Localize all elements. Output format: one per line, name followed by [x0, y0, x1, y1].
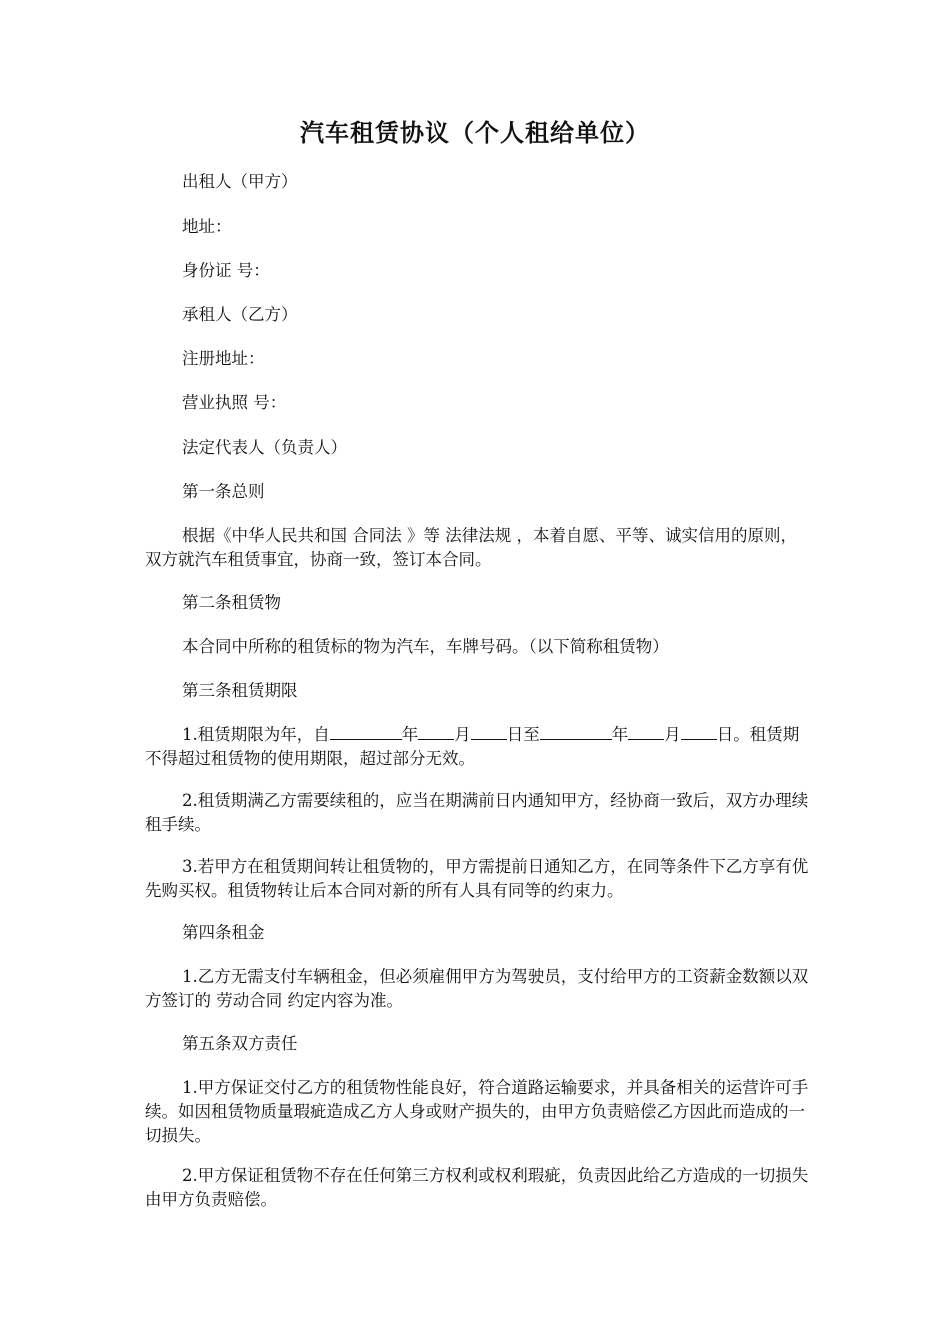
- clause-text: 日。租赁期不得超过租赁物的使用期限，超过部分无效。: [145, 725, 800, 768]
- clause-text: 月: [664, 725, 681, 744]
- article-4-clause-1: 1.乙方无需支付车辆租金，但必须雇佣甲方为驾驶员，支付给甲方的工资薪金数额以双方签订的 劳动合同 约定内容为准。: [145, 967, 809, 1010]
- clause-text: 年: [401, 725, 419, 744]
- clause-text: 日至: [506, 725, 540, 744]
- clause-text: 1.租赁期限为年，自: [182, 725, 330, 744]
- article-3-clause-2: 2.租赁期满乙方需要续租的，应当在期满前日内通知甲方，经协商一致后，双方办理续租手续。: [145, 791, 809, 834]
- clause-text: 月: [454, 725, 471, 744]
- article-4-heading: 第四条租金: [182, 923, 265, 942]
- article-5-clause-1: 1.甲方保证交付乙方的租赁物性能良好，符合道路运输要求，并具备相关的运营许可手续。如因租赁物质量瑕疵造成乙方人身或财产损失的，由甲方负责赔偿乙方因此而造成的一切损失。: [145, 1078, 809, 1145]
- blank-line: [628, 723, 664, 740]
- blank-line: [418, 723, 454, 740]
- article-3-clause-1: [145, 723, 810, 771]
- lessee-address: 注册地址：: [182, 349, 265, 368]
- article-5-clause-2: 2.甲方保证租赁物不存在任何第三方权利或权利瑕疵，负责因此给乙方造成的一切损失由甲方负责赔偿。: [145, 1166, 809, 1209]
- article-3-heading: 第三条租赁期限: [182, 681, 298, 700]
- lessee-license-number: 营业执照 号：: [182, 393, 287, 412]
- article-1-heading: 第一条总则: [182, 482, 265, 501]
- article-3-clause-3: 3.若甲方在租赁期间转让租赁物的，甲方需提前日通知乙方，在同等条件下乙方享有优先购买权。租赁物转让后本合同对新的所有人具有同等的约束力。: [145, 857, 809, 900]
- blank-line: [681, 723, 717, 740]
- lessor-address: 地址：: [182, 217, 232, 236]
- blank-line: [471, 723, 507, 740]
- lessor-id-number: 身份证 号：: [182, 261, 270, 280]
- blank-line: [330, 723, 402, 740]
- blank-line: [540, 723, 612, 740]
- article-1-text: 根据《中华人民共和国 合同法 》等 法律法规 ，本着自愿、平等、诚实信用的原则，双方就汽车租赁事宜，协商一致，签订本合同。: [145, 526, 797, 569]
- legal-representative: 法定代表人（负责人）: [182, 438, 347, 457]
- clause-text: 年: [611, 725, 629, 744]
- article-2-text: 本合同中所称的租赁标的物为汽车，车牌号码。（以下简称租赁物）: [182, 637, 669, 656]
- article-2-heading: 第二条租赁物: [182, 593, 281, 612]
- document-title: 汽车租赁协议（个人租给单位）: [300, 118, 650, 147]
- lessee-label: 承租人（乙方）: [182, 305, 298, 324]
- article-5-heading: 第五条双方责任: [182, 1034, 298, 1053]
- lessor-label: 出租人（甲方）: [182, 172, 298, 191]
